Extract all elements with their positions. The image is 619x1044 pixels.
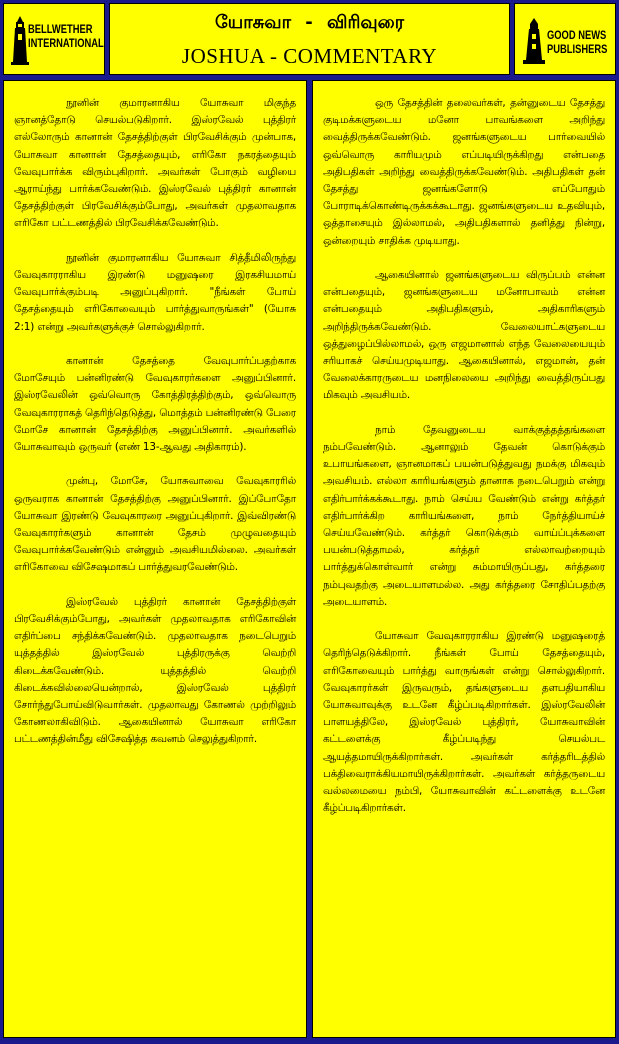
title-banner [109,3,510,75]
paragraph: இஸ்ரவேல் புத்திரர் கானான் தேசத்திற்குள் பிரவேசிக்கும்போது, அவர்கள் முதலாவதாக எரிகோவின் எதிர்ப்பை சந்திக்கவேண்டும். முதலாவதாக நடைபெறும் யுத்தத்தில் இஸ்ரவேல் புத்திரருக்கு வெற்றி கிடைக்கவேண்டும். யுத்தத்தில் வெற்றி கிடைக்கவில்லையென்றால், இஸ்ரவேல் புத்திரர் சோர்ந்துபோய்விடுவார்கள். முதலாவது கோணல் முற்றிலும் கோணலாகிவிடும். ஆகையினால் யோசுவா எரிகோ பட்டணத்தின்மீது விசேஷித்த கவனம் செலுத்துகிறார். [14,595,296,746]
lighthouse-icon [521,16,547,66]
left-text-column [3,80,307,1038]
right-text-column [312,80,616,1038]
logo-line: BELLWETHER [28,22,93,36]
page-title-tamil: யோசுவா - விரிவுரை [215,12,404,33]
paragraph: நூனின் குமாரனாகிய யோசுவா மிகுந்த ஞானத்தோடு செயல்படுகிறார். இஸ்ரவேல் புத்திரர் எல்லோரும் கானான் தேசத்திற்குள் பிரவேசிக்கும் முன்பாக, யோசுவா கானான் தேசத்தையும், எரிகோ நகரத்தையும் வேவுபார்க்க விரும்புகிறார். அவர்கள் போகும் வழியை ஆராய்ந்து பார்க்கவேண்டும். இஸ்ரவேல் புத்திரர் கானான் தேசத்திற்குள் பிரவேசிக்கும்போது, அவர்கள் முதலாவதாக எரிகோ பட்டணத்தில் பிரவேசிக்கவேண்டும். [14,97,296,230]
paragraph: ஒரு தேசத்தின் தலைவர்கள், தன்னுடைய தேசத்து குடிமக்களுடைய மனோ பாவங்களை அறிந்து வைத்திருக்கவேண்டும். ஜனங்களுடைய பார்வையில் ஒவ்வொரு காரியமும் எப்படியிருக்கிறது என்பதை அதிபதிகள் அறிந்து வைத்திருக்கவேண்டும். அதிபதிகள் தன் தேசத்து ஜனங்களோடு எப்போதும் போராடிக்கொண்டிருக்கக்கூடாது. ஜனங்களுடைய உதவியும், ஒத்தாசையும் இல்லாமல், அதிபதிகளால் தனித்து நின்று, ஒன்றையும் சாதிக்க முடியாது. [323,97,605,247]
page-title-english: JOSHUA - COMMENTARY [181,44,438,68]
good-news-logo-text [547,28,607,56]
paragraph: முன்பு, மோசே, யோசுவாவை வேவுகாரரில் ஒருவராக கானான் தேசத்திற்கு அனுப்பினார். இப்போதோ யோசுவா இரண்டு வேவுகாரரை அனுப்புகிறார். இவ்விரண்டு வேவுகாரர்களும் கானான் தேசம் முழுவதையும் வேவுபார்க்கவேண்டும் என்னும் அவசியமில்லை. அவர்கள் எரிகோவை விசேஷமாகப் பார்த்துவரவேண்டும். [14,475,296,574]
logo-line: GOOD NEWS [547,28,607,42]
bellwether-logo-text [28,22,104,50]
logo-line: PUBLISHERS [547,42,608,56]
paragraph: கானான் தேசத்தை வேவுபார்ப்பதற்காக மோசேயும் பன்னிரண்டு வேவுகாரர்களை அனுப்பினார். இஸ்ரவேலின் ஒவ்வொரு கோத்திரத்திற்கும், ஒவ்வொரு வேவுகாரராகத் தெரிந்தெடுத்து, மொத்தம் பன்னிரண்டு பேரை மோசே கானான் தேசத்திற்கு அனுப்பினார். அவர்களில் யோசுவாவும் ஒருவர் (எண் 13-ஆவது அதிகாரம்). [14,355,296,454]
paragraph: ஆகையினால் ஜனங்களுடைய விருப்பம் என்ன என்பதையும், ஜனங்களுடைய மனோபாவம் என்ன என்பதையும் அதிபதிகளும், அதிகாரிகளும் அறிந்திருக்கவேண்டும். வேலையாட்களுடைய ஒத்துழைப்பில்லாமல், ஒரு எஜமானால் எந்த வேலையையும் சரியாகச் செய்யமுடியாது. ஆகையினால், எஜமான், தன் வேலைக்காரருடைய மனநிலையை அறிந்து வைத்திருப்பது மிகவும் அவசியம். [323,269,605,402]
logo-line: INTERNATIONAL [28,36,104,50]
paragraph: நாம் தேவனுடைய வாக்குத்தத்தங்களை நம்பவேண்டும். ஆனாலும் தேவன் கொடுக்கும் உபாயங்களை, ஞானமாகப் பயன்படுத்துவது நமக்கு மிகவும் அவசியம். எல்லா காரியங்களும் தானாக நடைபெறும் என்று எதிர்பார்க்கக்கூடாது. நாம் செய்ய வேண்டும் என்று கர்த்தர் எதிர்பார்க்கிற காரியங்களை, நாம் நேர்த்தியாய்ச் செய்யவேண்டும். கர்த்தர் கொடுக்கும் வாய்ப்புக்களை பயன்படுத்தாமல், கர்த்தர் எல்லாவற்றையும் பார்த்துக்கொள்வார் என்று சும்மாயிருப்பது, கர்த்தரை நம்புவதற்கு அடையாளமல்ல. அது கர்த்தரை சோதிப்பதற்கு அடையாளம். [323,423,605,608]
paragraph: யோசுவா வேவுகாரராகிய இரண்டு மனுஷரைத் தெரிந்தெடுக்கிறார். நீங்கள் போய் தேசத்தையும், எரிகோவையும் பார்த்து வாருங்கள் என்று சொல்லுகிறார். வேவுகாரர்கள் இருவரும், தங்களுடைய தளபதியாகிய யோசுவாவுக்கு உடனே கீழ்ப்படிகிறார்கள். இஸ்ரவேலின் பாளயத்திலே, இஸ்ரவேல் புத்திரர், யோசுவாவின் கட்டளைக்கு கீழ்ப்படிந்து செயல்பட ஆயத்தமாயிருக்கிறார்கள். அவர்கள் கர்த்தரிடத்தில் பக்திவைராக்கியமாயிருக்கிறார்கள். அவர்கள் கர்த்தருடைய வல்லமையை நம்பி, யோசுவாவின் கட்டளைக்கு உடனே கீழ்ப்படிகிறார்கள். [323,630,605,815]
paragraph: நூனின் குமாரனாகிய யோசுவா சித்தீமிலிருந்து வேவுகாரராகிய இரண்டு மனுஷரை இரகசியமாய் வேவுபார்க்கும்படி அனுப்புகிறார். "நீங்கள் போய் தேசத்தையும் எரிகோவையும் பார்த்துவாருங்கள்" (யோசு 2:1) என்று அவர்களுக்குச் சொல்லுகிறார். [14,251,296,333]
bellwether-logo [3,3,105,75]
good-news-logo [514,3,616,75]
